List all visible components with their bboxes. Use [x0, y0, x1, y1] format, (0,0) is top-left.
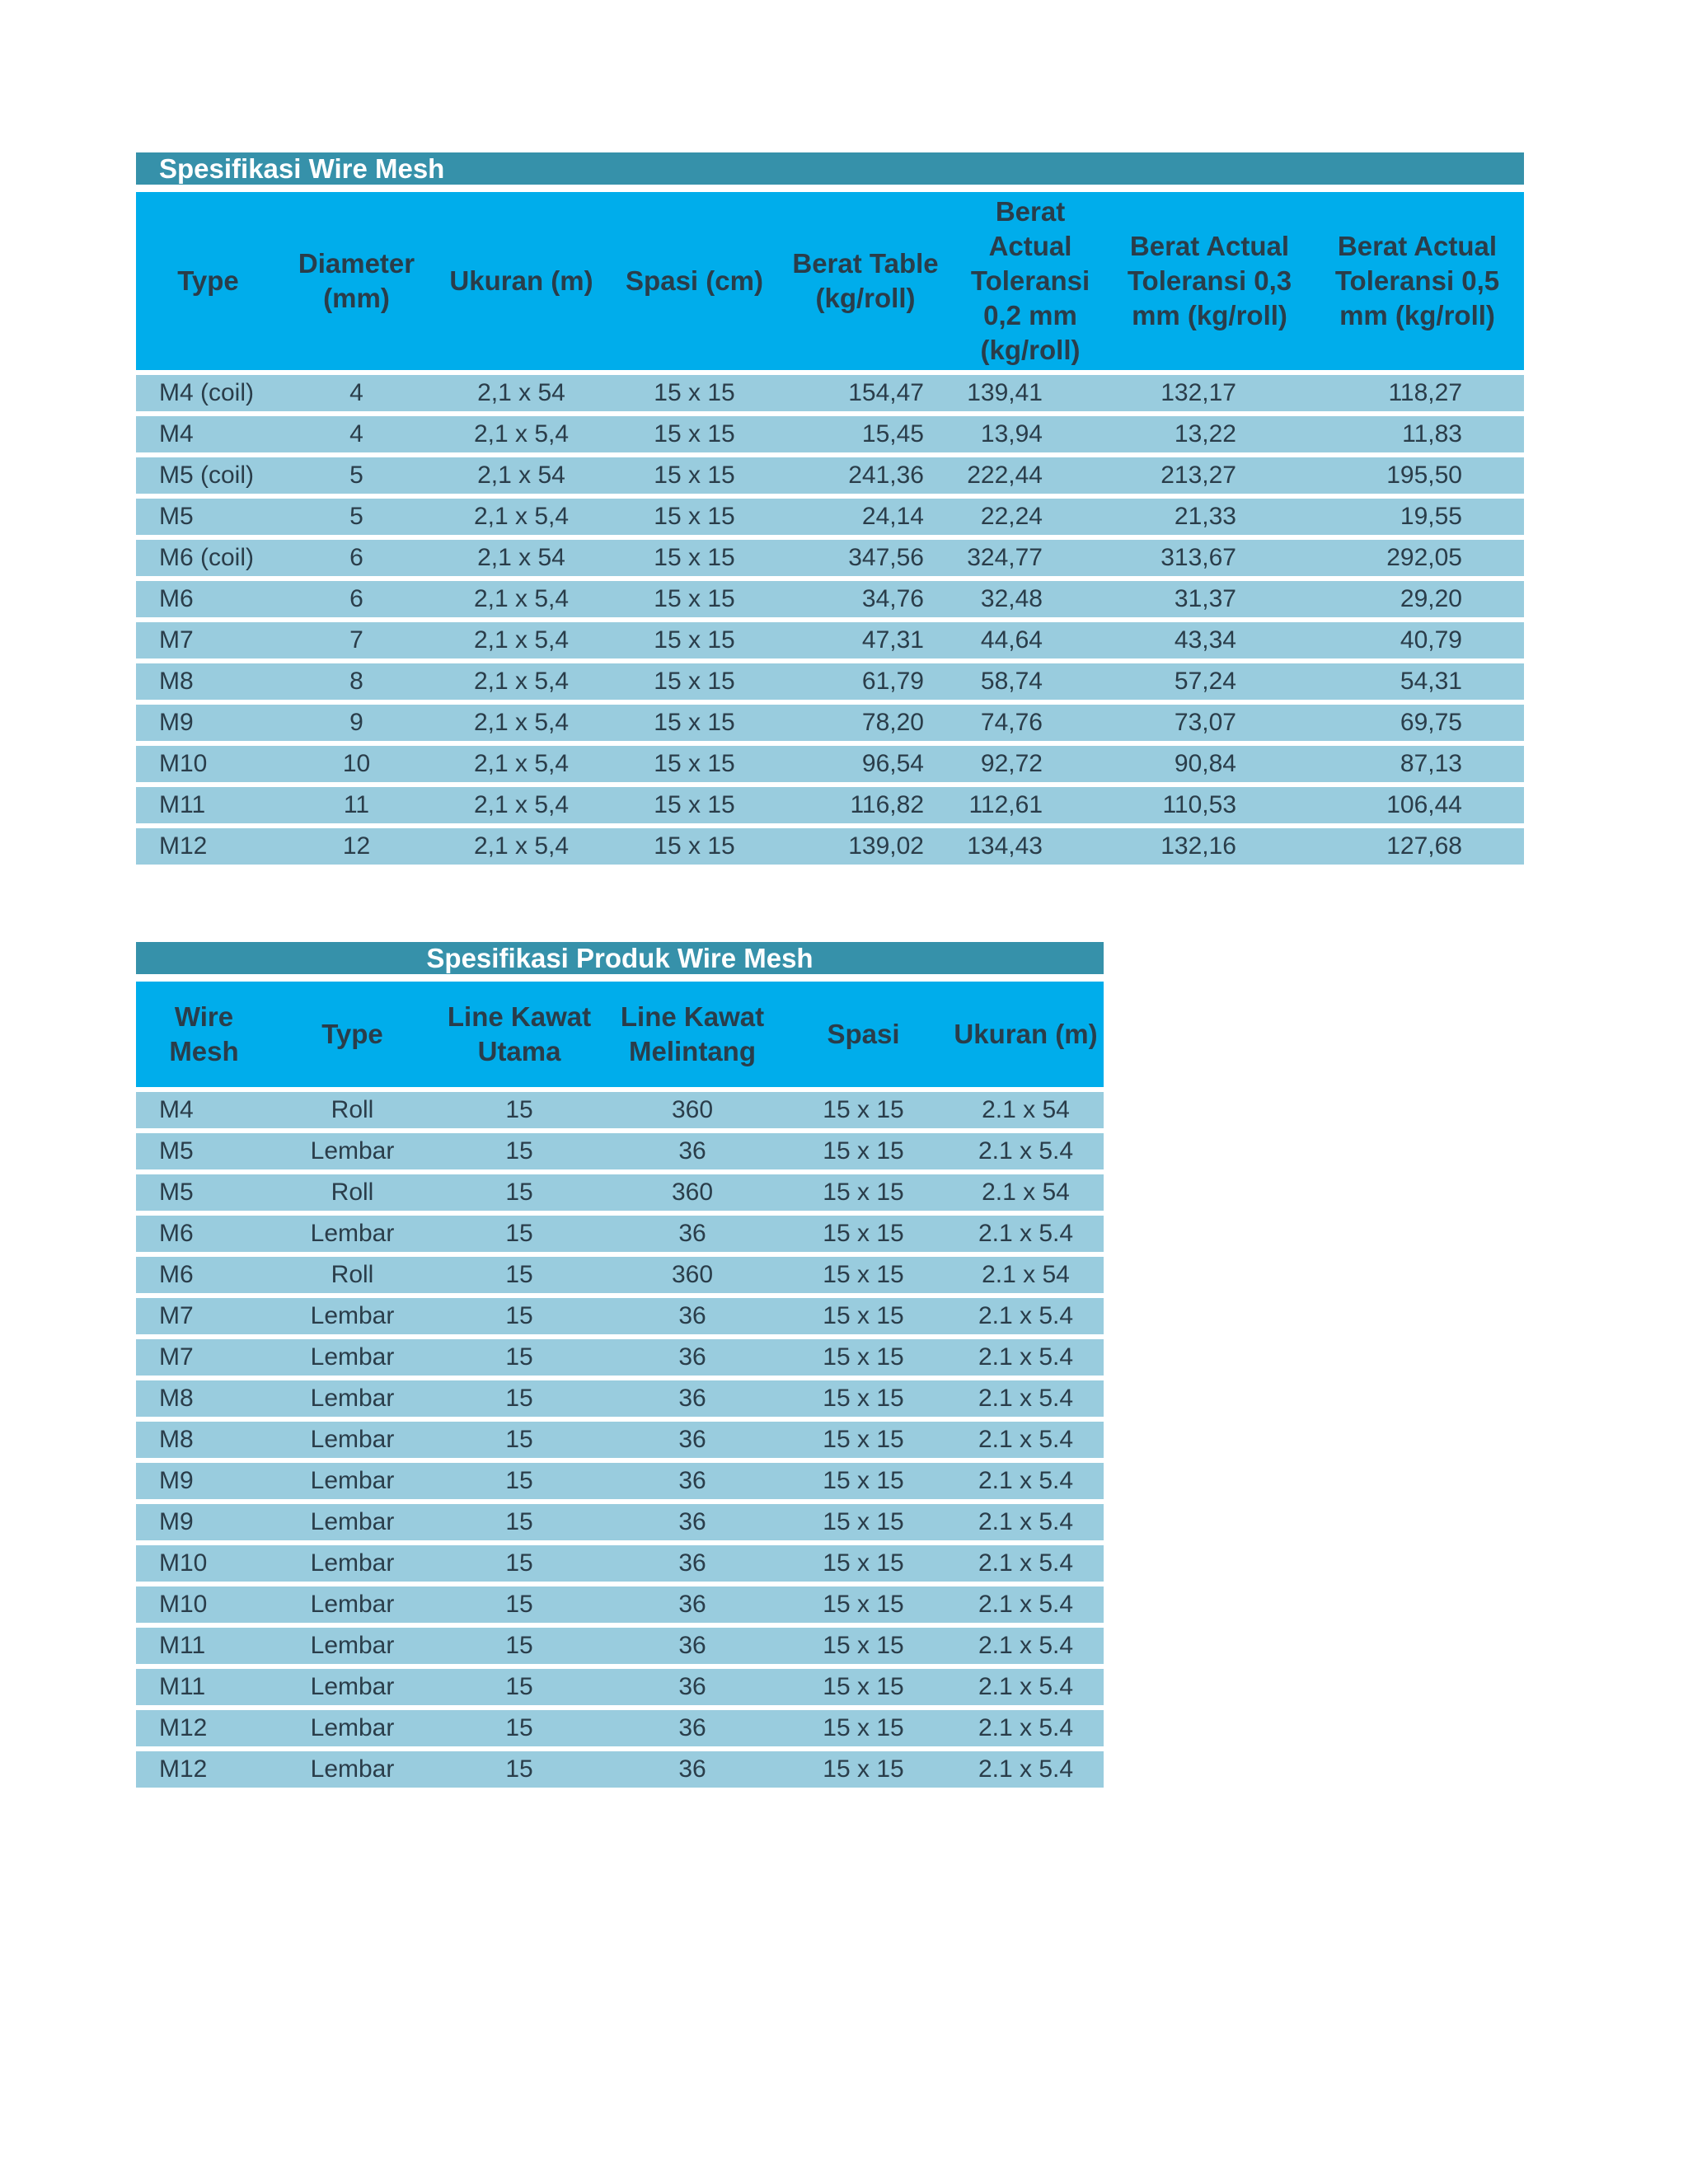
cell-wire-mesh: M12 [136, 1751, 272, 1788]
cell-wire-mesh: M7 [136, 1298, 272, 1334]
cell-line-kawat-melintang: 360 [606, 1174, 779, 1211]
cell-line-kawat-utama: 15 [433, 1710, 606, 1746]
table-row [136, 416, 1524, 452]
wire-mesh-product-section [136, 942, 1104, 1793]
cell-line-kawat-utama: 15 [433, 1298, 606, 1334]
cell-line-kawat-utama: 15 [433, 1216, 606, 1252]
cell-type: M6 (coil) [136, 540, 280, 576]
cell-berat-actual-03: 73,07 [1109, 705, 1311, 741]
header-berat-actual-03: Berat Actual Toleransi 0,3 mm (kg/roll) [1109, 192, 1311, 370]
cell-berat-table: 116,82 [779, 787, 952, 823]
cell-spasi: 15 x 15 [779, 1216, 948, 1252]
cell-type: M4 [136, 416, 280, 452]
cell-berat-table: 78,20 [779, 705, 952, 741]
cell-berat-actual-03: 110,53 [1109, 787, 1311, 823]
header-wire-mesh: Wire Mesh [136, 982, 272, 1087]
cell-type: M6 [136, 581, 280, 617]
cell-ukuran: 2.1 x 5.4 [948, 1628, 1104, 1664]
table-row [136, 1092, 1104, 1128]
cell-line-kawat-utama: 15 [433, 1504, 606, 1540]
cell-spasi: 15 x 15 [610, 705, 779, 741]
cell-ukuran: 2,1 x 54 [433, 375, 610, 411]
cell-berat-actual-05: 127,68 [1311, 828, 1524, 865]
cell-spasi: 15 x 15 [610, 457, 779, 494]
cell-line-kawat-melintang: 36 [606, 1751, 779, 1788]
cell-diameter: 5 [280, 457, 433, 494]
cell-spasi: 15 x 15 [779, 1586, 948, 1623]
cell-spasi: 15 x 15 [779, 1422, 948, 1458]
cell-line-kawat-melintang: 36 [606, 1298, 779, 1334]
table-row [136, 375, 1524, 411]
cell-diameter: 6 [280, 581, 433, 617]
cell-ukuran: 2,1 x 5,4 [433, 787, 610, 823]
cell-ukuran: 2.1 x 5.4 [948, 1751, 1104, 1788]
table-row [136, 705, 1524, 741]
cell-type: Roll [272, 1092, 433, 1128]
cell-ukuran: 2.1 x 5.4 [948, 1298, 1104, 1334]
cell-berat-actual-02: 22,24 [952, 499, 1109, 535]
cell-type: Lembar [272, 1545, 433, 1582]
cell-line-kawat-utama: 15 [433, 1422, 606, 1458]
cell-ukuran: 2,1 x 54 [433, 540, 610, 576]
cell-ukuran: 2,1 x 5,4 [433, 828, 610, 865]
cell-ukuran: 2,1 x 5,4 [433, 705, 610, 741]
cell-line-kawat-utama: 15 [433, 1669, 606, 1705]
cell-ukuran: 2.1 x 5.4 [948, 1463, 1104, 1499]
cell-spasi: 15 x 15 [779, 1463, 948, 1499]
cell-berat-actual-02: 44,64 [952, 622, 1109, 658]
table-row [136, 540, 1524, 576]
cell-ukuran: 2.1 x 5.4 [948, 1133, 1104, 1169]
cell-type: Lembar [272, 1463, 433, 1499]
table-row [136, 1710, 1104, 1746]
table-row [136, 1133, 1104, 1169]
cell-ukuran: 2.1 x 54 [948, 1257, 1104, 1293]
cell-type: Lembar [272, 1133, 433, 1169]
cell-berat-table: 96,54 [779, 746, 952, 782]
cell-line-kawat-melintang: 36 [606, 1133, 779, 1169]
table-row [136, 1380, 1104, 1417]
cell-type: Lembar [272, 1710, 433, 1746]
cell-berat-actual-02: 324,77 [952, 540, 1109, 576]
table-row [136, 457, 1524, 494]
cell-berat-actual-03: 213,27 [1109, 457, 1311, 494]
cell-ukuran: 2,1 x 5,4 [433, 746, 610, 782]
cell-line-kawat-utama: 15 [433, 1586, 606, 1623]
cell-type: Lembar [272, 1669, 433, 1705]
header-ukuran: Ukuran (m) [948, 982, 1104, 1087]
header-spasi: Spasi [779, 982, 948, 1087]
cell-berat-table: 61,79 [779, 663, 952, 700]
cell-spasi: 15 x 15 [779, 1628, 948, 1664]
cell-line-kawat-melintang: 36 [606, 1545, 779, 1582]
cell-berat-actual-05: 40,79 [1311, 622, 1524, 658]
cell-spasi: 15 x 15 [779, 1545, 948, 1582]
cell-ukuran: 2,1 x 5,4 [433, 416, 610, 452]
cell-wire-mesh: M7 [136, 1339, 272, 1376]
cell-spasi: 15 x 15 [610, 581, 779, 617]
cell-ukuran: 2.1 x 5.4 [948, 1422, 1104, 1458]
cell-diameter: 6 [280, 540, 433, 576]
cell-diameter: 7 [280, 622, 433, 658]
cell-berat-actual-03: 21,33 [1109, 499, 1311, 535]
header-berat-table: Berat Table (kg/roll) [779, 192, 952, 370]
cell-diameter: 11 [280, 787, 433, 823]
table-row [136, 1422, 1104, 1458]
cell-spasi: 15 x 15 [610, 540, 779, 576]
cell-type: M8 [136, 663, 280, 700]
cell-line-kawat-utama: 15 [433, 1092, 606, 1128]
cell-ukuran: 2.1 x 5.4 [948, 1545, 1104, 1582]
cell-spasi: 15 x 15 [779, 1174, 948, 1211]
table-row [136, 1257, 1104, 1293]
cell-diameter: 4 [280, 375, 433, 411]
cell-berat-actual-05: 11,83 [1311, 416, 1524, 452]
cell-berat-actual-03: 90,84 [1109, 746, 1311, 782]
cell-wire-mesh: M6 [136, 1216, 272, 1252]
cell-spasi: 15 x 15 [610, 663, 779, 700]
cell-ukuran: 2.1 x 5.4 [948, 1669, 1104, 1705]
cell-diameter: 4 [280, 416, 433, 452]
cell-berat-actual-05: 87,13 [1311, 746, 1524, 782]
cell-line-kawat-melintang: 36 [606, 1380, 779, 1417]
cell-berat-actual-03: 13,22 [1109, 416, 1311, 452]
table-row [136, 1751, 1104, 1788]
cell-berat-actual-05: 292,05 [1311, 540, 1524, 576]
table-row [136, 1339, 1104, 1376]
cell-berat-actual-03: 132,17 [1109, 375, 1311, 411]
table-row [136, 828, 1524, 865]
cell-type: Lembar [272, 1751, 433, 1788]
table-row [136, 1216, 1104, 1252]
cell-wire-mesh: M10 [136, 1545, 272, 1582]
cell-berat-actual-02: 134,43 [952, 828, 1109, 865]
cell-berat-actual-05: 195,50 [1311, 457, 1524, 494]
cell-line-kawat-utama: 15 [433, 1257, 606, 1293]
cell-berat-actual-05: 118,27 [1311, 375, 1524, 411]
cell-ukuran: 2.1 x 54 [948, 1174, 1104, 1211]
cell-type: Roll [272, 1174, 433, 1211]
cell-type: Lembar [272, 1380, 433, 1417]
cell-type: Lembar [272, 1628, 433, 1664]
table-row [136, 1628, 1104, 1664]
cell-line-kawat-melintang: 36 [606, 1216, 779, 1252]
cell-type: Lembar [272, 1586, 433, 1623]
cell-ukuran: 2.1 x 5.4 [948, 1504, 1104, 1540]
cell-ukuran: 2,1 x 5,4 [433, 499, 610, 535]
cell-spasi: 15 x 15 [610, 499, 779, 535]
cell-spasi: 15 x 15 [610, 375, 779, 411]
cell-spasi: 15 x 15 [779, 1257, 948, 1293]
cell-line-kawat-utama: 15 [433, 1133, 606, 1169]
table-row [136, 581, 1524, 617]
cell-spasi: 15 x 15 [779, 1133, 948, 1169]
cell-berat-table: 34,76 [779, 581, 952, 617]
cell-berat-table: 154,47 [779, 375, 952, 411]
cell-wire-mesh: M11 [136, 1628, 272, 1664]
cell-line-kawat-melintang: 36 [606, 1669, 779, 1705]
header-line-kawat-utama: Line Kawat Utama [433, 982, 606, 1087]
cell-diameter: 8 [280, 663, 433, 700]
cell-berat-actual-02: 74,76 [952, 705, 1109, 741]
cell-type: Lembar [272, 1504, 433, 1540]
cell-type: Lembar [272, 1422, 433, 1458]
cell-wire-mesh: M9 [136, 1463, 272, 1499]
cell-type: M9 [136, 705, 280, 741]
cell-ukuran: 2.1 x 5.4 [948, 1710, 1104, 1746]
cell-ukuran: 2.1 x 5.4 [948, 1586, 1104, 1623]
cell-type: M5 [136, 499, 280, 535]
cell-berat-table: 15,45 [779, 416, 952, 452]
cell-line-kawat-melintang: 36 [606, 1628, 779, 1664]
cell-type: Lembar [272, 1298, 433, 1334]
cell-berat-actual-05: 106,44 [1311, 787, 1524, 823]
cell-wire-mesh: M4 [136, 1092, 272, 1128]
cell-berat-actual-02: 32,48 [952, 581, 1109, 617]
cell-berat-actual-03: 31,37 [1109, 581, 1311, 617]
cell-berat-actual-03: 43,34 [1109, 622, 1311, 658]
cell-spasi: 15 x 15 [610, 416, 779, 452]
cell-type: M4 (coil) [136, 375, 280, 411]
table-row [136, 746, 1524, 782]
cell-type: M11 [136, 787, 280, 823]
wire-mesh-product-title: Spesifikasi Produk Wire Mesh [136, 942, 1104, 974]
cell-type: M7 [136, 622, 280, 658]
cell-berat-actual-05: 19,55 [1311, 499, 1524, 535]
cell-wire-mesh: M5 [136, 1133, 272, 1169]
cell-spasi: 15 x 15 [610, 828, 779, 865]
cell-berat-table: 47,31 [779, 622, 952, 658]
cell-line-kawat-utama: 15 [433, 1545, 606, 1582]
table-row [136, 787, 1524, 823]
cell-spasi: 15 x 15 [779, 1710, 948, 1746]
cell-berat-actual-05: 29,20 [1311, 581, 1524, 617]
table-row [136, 1463, 1104, 1499]
cell-spasi: 15 x 15 [779, 1092, 948, 1128]
table-row [136, 1669, 1104, 1705]
table-header-row [136, 982, 1104, 1087]
cell-berat-actual-02: 92,72 [952, 746, 1109, 782]
cell-ukuran: 2,1 x 54 [433, 457, 610, 494]
cell-spasi: 15 x 15 [610, 622, 779, 658]
header-type: Type [136, 192, 280, 370]
cell-wire-mesh: M12 [136, 1710, 272, 1746]
table-row [136, 1504, 1104, 1540]
cell-diameter: 5 [280, 499, 433, 535]
table-row [136, 1545, 1104, 1582]
cell-ukuran: 2.1 x 54 [948, 1092, 1104, 1128]
cell-ukuran: 2,1 x 5,4 [433, 622, 610, 658]
cell-type: Lembar [272, 1339, 433, 1376]
table-row [136, 1586, 1104, 1623]
wire-mesh-spec-section [136, 152, 1524, 869]
cell-line-kawat-melintang: 36 [606, 1339, 779, 1376]
cell-line-kawat-utama: 15 [433, 1628, 606, 1664]
cell-line-kawat-utama: 15 [433, 1380, 606, 1417]
cell-berat-actual-03: 313,67 [1109, 540, 1311, 576]
table-row [136, 1298, 1104, 1334]
cell-spasi: 15 x 15 [779, 1504, 948, 1540]
cell-ukuran: 2.1 x 5.4 [948, 1216, 1104, 1252]
cell-line-kawat-melintang: 36 [606, 1422, 779, 1458]
cell-type: M12 [136, 828, 280, 865]
cell-type: Lembar [272, 1216, 433, 1252]
cell-spasi: 15 x 15 [779, 1669, 948, 1705]
cell-line-kawat-melintang: 36 [606, 1586, 779, 1623]
cell-diameter: 9 [280, 705, 433, 741]
cell-type: M5 (coil) [136, 457, 280, 494]
cell-diameter: 10 [280, 746, 433, 782]
header-line-kawat-melintang: Line Kawat Melintang [606, 982, 779, 1087]
cell-wire-mesh: M5 [136, 1174, 272, 1211]
header-spasi: Spasi (cm) [610, 192, 779, 370]
cell-diameter: 12 [280, 828, 433, 865]
cell-berat-table: 139,02 [779, 828, 952, 865]
table-row [136, 499, 1524, 535]
cell-type: Roll [272, 1257, 433, 1293]
cell-line-kawat-melintang: 36 [606, 1504, 779, 1540]
cell-berat-actual-02: 222,44 [952, 457, 1109, 494]
cell-ukuran: 2.1 x 5.4 [948, 1339, 1104, 1376]
cell-wire-mesh: M8 [136, 1380, 272, 1417]
cell-spasi: 15 x 15 [779, 1298, 948, 1334]
wire-mesh-product-table [136, 977, 1104, 1793]
cell-berat-actual-02: 139,41 [952, 375, 1109, 411]
cell-berat-actual-03: 132,16 [1109, 828, 1311, 865]
cell-line-kawat-utama: 15 [433, 1174, 606, 1211]
cell-wire-mesh: M6 [136, 1257, 272, 1293]
cell-spasi: 15 x 15 [779, 1380, 948, 1417]
cell-berat-table: 241,36 [779, 457, 952, 494]
wire-mesh-spec-table [136, 187, 1524, 869]
cell-berat-actual-02: 13,94 [952, 416, 1109, 452]
cell-line-kawat-melintang: 36 [606, 1463, 779, 1499]
cell-spasi: 15 x 15 [610, 746, 779, 782]
cell-berat-actual-03: 57,24 [1109, 663, 1311, 700]
cell-line-kawat-utama: 15 [433, 1339, 606, 1376]
cell-wire-mesh: M11 [136, 1669, 272, 1705]
cell-ukuran: 2.1 x 5.4 [948, 1380, 1104, 1417]
cell-berat-actual-05: 69,75 [1311, 705, 1524, 741]
cell-berat-table: 347,56 [779, 540, 952, 576]
cell-wire-mesh: M10 [136, 1586, 272, 1623]
table-header-row [136, 192, 1524, 370]
table-row [136, 1174, 1104, 1211]
cell-line-kawat-melintang: 360 [606, 1257, 779, 1293]
cell-spasi: 15 x 15 [779, 1339, 948, 1376]
cell-type: M10 [136, 746, 280, 782]
header-type: Type [272, 982, 433, 1087]
header-berat-actual-02: Berat Actual Toleransi 0,2 mm (kg/roll) [952, 192, 1109, 370]
cell-berat-table: 24,14 [779, 499, 952, 535]
cell-spasi: 15 x 15 [610, 787, 779, 823]
cell-line-kawat-utama: 15 [433, 1751, 606, 1788]
cell-berat-actual-02: 112,61 [952, 787, 1109, 823]
header-diameter: Diameter (mm) [280, 192, 433, 370]
table-row [136, 622, 1524, 658]
header-berat-actual-05: Berat Actual Toleransi 0,5 mm (kg/roll) [1311, 192, 1524, 370]
header-ukuran: Ukuran (m) [433, 192, 610, 370]
wire-mesh-spec-title: Spesifikasi Wire Mesh [136, 152, 1524, 185]
cell-ukuran: 2,1 x 5,4 [433, 663, 610, 700]
table-row [136, 663, 1524, 700]
cell-line-kawat-melintang: 360 [606, 1092, 779, 1128]
cell-ukuran: 2,1 x 5,4 [433, 581, 610, 617]
cell-line-kawat-utama: 15 [433, 1463, 606, 1499]
cell-wire-mesh: M9 [136, 1504, 272, 1540]
cell-wire-mesh: M8 [136, 1422, 272, 1458]
cell-spasi: 15 x 15 [779, 1751, 948, 1788]
cell-berat-actual-02: 58,74 [952, 663, 1109, 700]
cell-line-kawat-melintang: 36 [606, 1710, 779, 1746]
cell-berat-actual-05: 54,31 [1311, 663, 1524, 700]
